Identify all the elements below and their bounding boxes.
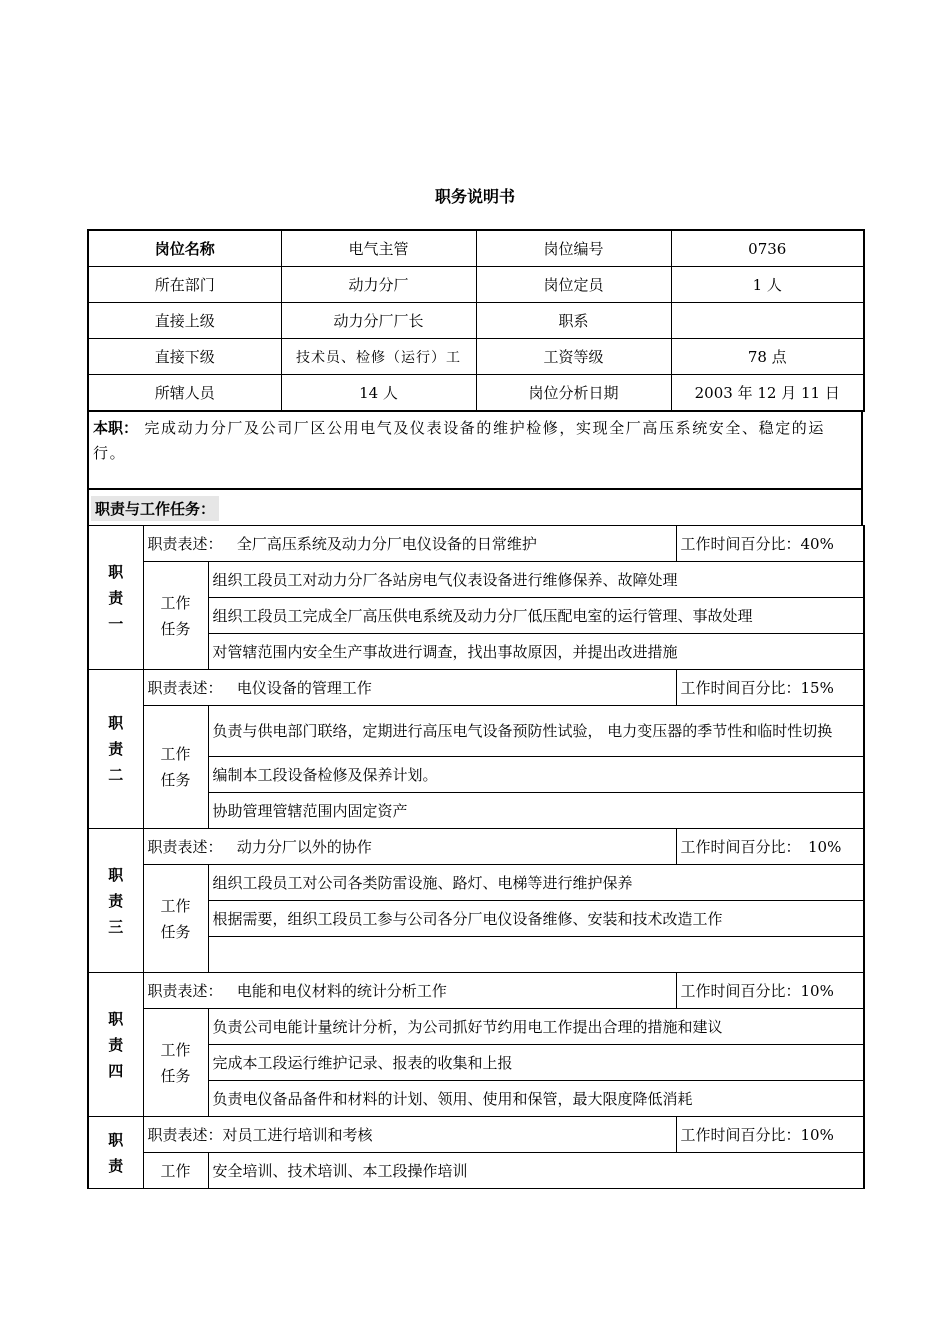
time-percentage: 工作时间百分比： 10% [676, 829, 864, 865]
info-row [88, 267, 864, 303]
value-position-name: 电气主管 [281, 230, 476, 267]
page-title: 职务说明书 [434, 187, 515, 206]
task-item: 完成本工段运行维护记录、报表的收集和上报 [208, 1045, 864, 1081]
duty-description: 职责表述： 电能和电仪材料的统计分析工作 [143, 973, 676, 1009]
duty-desc-row [88, 973, 864, 1009]
info-row [88, 339, 864, 375]
duty-number: 职 责 [88, 1117, 143, 1189]
job-summary-text: 完成动力分厂及公司厂区公用电气及仪表设备的维护检修，实现全厂高压系统安全、稳定的运行。 [93, 419, 825, 462]
duty-description: 职责表述： 全厂高压系统及动力分厂电仪设备的日常维护 [143, 526, 676, 562]
task-item: 对管辖范围内安全生产事故进行调查，找出事故原因，并提出改进措施 [208, 634, 864, 670]
duty-number: 职 责 二 [88, 670, 143, 829]
value-department: 动力分厂 [281, 267, 476, 303]
task-item: 协助管理管辖范围内固定资产 [208, 793, 864, 829]
label-position-name: 岗位名称 [88, 230, 281, 267]
duty-desc-row [88, 526, 864, 562]
task-label: 工作 任务 [143, 1009, 208, 1117]
task-label: 工作 任务 [143, 562, 208, 670]
task-row [88, 1153, 864, 1189]
info-row [88, 375, 864, 412]
task-row [88, 1009, 864, 1045]
value-analysis-date: 2003 年 12 月 11 日 [671, 375, 864, 412]
duty-desc-row [88, 829, 864, 865]
value-job-family [671, 303, 864, 339]
label-position-code: 岗位编号 [476, 230, 671, 267]
duties-heading: 职责与工作任务： [91, 496, 219, 521]
task-item: 负责电仪备品备件和材料的计划、领用、使用和保管，最大限度降低消耗 [208, 1081, 864, 1117]
time-percentage: 工作时间百分比：40% [676, 526, 864, 562]
duty-desc-row [88, 1117, 864, 1153]
duty-number: 职 责 四 [88, 973, 143, 1117]
task-item: 组织工段员工对公司各类防雷设施、路灯、电梯等进行维护保养 [208, 865, 864, 901]
time-percentage: 工作时间百分比：15% [676, 670, 864, 706]
task-row [88, 865, 864, 901]
label-salary-grade: 工资等级 [476, 339, 671, 375]
label-headcount: 岗位定员 [476, 267, 671, 303]
label-job-family: 职系 [476, 303, 671, 339]
task-row [88, 706, 864, 757]
label-department: 所在部门 [88, 267, 281, 303]
basic-info-table [87, 229, 865, 412]
job-description-document [87, 229, 863, 1189]
duties-table [87, 525, 865, 1189]
duty-description: 职责表述： 电仪设备的管理工作 [143, 670, 676, 706]
task-item: 编制本工段设备检修及保养计划。 [208, 757, 864, 793]
duty-number: 职 责 一 [88, 526, 143, 670]
job-summary [87, 412, 863, 490]
time-percentage: 工作时间百分比：10% [676, 973, 864, 1009]
task-item: 组织工段员工完成全厂高压供电系统及动力分厂低压配电室的运行管理、事故处理 [208, 598, 864, 634]
task-label: 工作 [143, 1153, 208, 1189]
value-headcount: 1 人 [671, 267, 864, 303]
value-position-code: 0736 [671, 230, 864, 267]
duty-desc-row [88, 670, 864, 706]
duty-number: 职 责 三 [88, 829, 143, 973]
task-item: 负责公司电能计量统计分析，为公司抓好节约用电工作提出合理的措施和建议 [208, 1009, 864, 1045]
duty-description: 职责表述：对员工进行培训和考核 [143, 1117, 676, 1153]
task-item: 负责与供电部门联络，定期进行高压电气设备预防性试验， 电力变压器的季节性和临时性切换 [208, 706, 864, 757]
label-analysis-date: 岗位分析日期 [476, 375, 671, 412]
info-row [88, 230, 864, 267]
task-item: 安全培训、技术培训、本工段操作培训 [208, 1153, 864, 1189]
label-direct-subordinates: 直接下级 [88, 339, 281, 375]
job-summary-label: 本职： [93, 419, 139, 437]
task-row [88, 562, 864, 598]
task-label: 工作 任务 [143, 865, 208, 973]
duty-description: 职责表述： 动力分厂以外的协作 [143, 829, 676, 865]
info-row [88, 303, 864, 339]
duties-heading-row [87, 490, 863, 525]
label-staff-count: 所辖人员 [88, 375, 281, 412]
task-item [208, 937, 864, 973]
value-direct-subordinates: 技术员、检修（运行）工 [281, 339, 476, 375]
value-direct-superior: 动力分厂厂长 [281, 303, 476, 339]
time-percentage: 工作时间百分比：10% [676, 1117, 864, 1153]
label-direct-superior: 直接上级 [88, 303, 281, 339]
value-staff-count: 14 人 [281, 375, 476, 412]
value-salary-grade: 78 点 [671, 339, 864, 375]
task-item: 组织工段员工对动力分厂各站房电气仪表设备进行维修保养、故障处理 [208, 562, 864, 598]
task-label: 工作 任务 [143, 706, 208, 829]
task-item: 根据需要，组织工段员工参与公司各分厂电仪设备维修、安装和技术改造工作 [208, 901, 864, 937]
